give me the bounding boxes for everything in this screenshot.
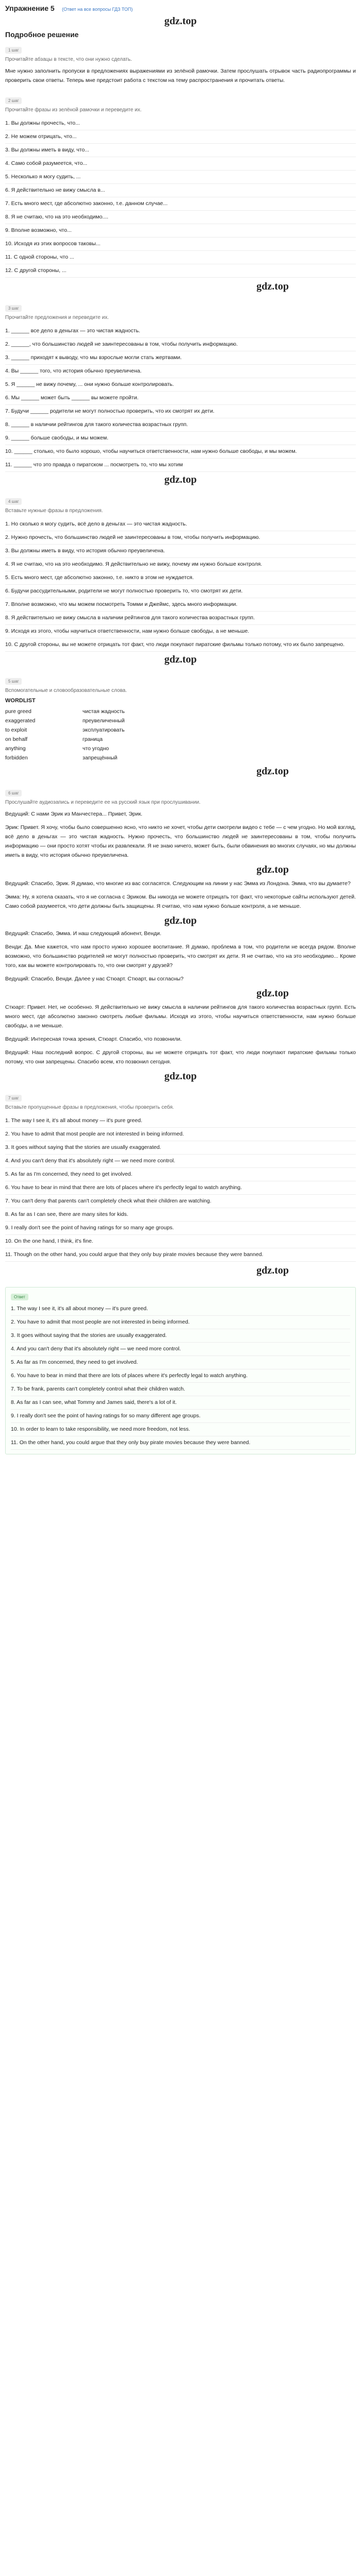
list-item: 6. You have to bear in mind that there are lots of places where it's perfectly legal to watch anything. [5, 1181, 356, 1195]
step-6 [5, 788, 356, 1082]
word-ru: что угодно [83, 745, 109, 752]
list-item: 10. С другой стороны, вы не можете отрицать тот факт, что люди покупают пиратские фильмы только потому, что их было запрещено. [5, 638, 356, 652]
step-title: Прочитайте фразы из зелёной рамочки и переведите их. [5, 107, 142, 113]
list-item: 10. Исходя из этих вопросов таковы... [5, 238, 356, 251]
word-ru: граница [83, 736, 103, 742]
list-item: 10. ______ столько, что было хорошо, чтобы научиться ответственности, нам нужно больше свободы, и мы можем. [5, 445, 356, 459]
step-badge: 7 шаг [5, 1095, 22, 1101]
list-item: 3. Вы должны иметь в виду, что... [5, 144, 356, 157]
word-ru: преувеличенный [83, 718, 125, 724]
list-item: 7. Будучи ______ родители не могут полностью проверить, что их смотрят их дети. [5, 405, 356, 418]
solution-title: Подробное решение [5, 30, 79, 39]
list-item: 11. Though on the other hand, you could argue that they only buy pirate movies because they were banned. [5, 1248, 356, 1262]
step-4 [5, 496, 356, 666]
watermark: gdz.top [256, 766, 289, 777]
word-en: on behalf [5, 736, 28, 742]
step-2 [5, 95, 356, 293]
transcript-paragraph: Эрик: Привет. Я хочу, чтобы было совершенно ясно, что никто не хочет, чтобы дети смотрели видео с тебе — с чем угодно. Но мой взгляд, всё дело в деньгах — это чистая жадность. Нужно прочесть, что большинство людей не заинтересованы в том, чтобы получить информацию — они просто хотят чтобы их развлекали. Я не знаю ничего, может быть, были обвинения во многих случаях, но мы должны иметь в виду, что история обычно преувеличена. [5, 824, 356, 858]
answer-section [5, 1287, 356, 1454]
list-item: 5. Есть много мест, где абсолютно законно, т.е. никто в этом не нуждается. [5, 571, 356, 585]
step-badge: 5 шаг [5, 678, 22, 685]
list-item: 8. Я действительно не вижу смысла в наличии рейтингов для такого количества возрастных групп. [5, 612, 356, 625]
list-item: 5. As far as I'm concerned, they need to get involved. [5, 1168, 356, 1181]
wordlist [5, 707, 356, 762]
step-7 [5, 1093, 356, 1277]
answer-item: 11. On the other hand, you could argue that they only buy pirate movies because they were banned. [11, 1436, 350, 1450]
transcript-paragraph: Стюарт: Привет. Нет, не особенно. Я действительно не вижу смысла в наличии рейтингов для такого количества возрастных групп. Есть много мест, где абсолютно законно смотреть любые фильмы. Исходя из этого, чтобы научиться ответственности, нам нужно больше свободы, а не меньше. [5, 1004, 356, 1029]
watermark: gdz.top [256, 988, 289, 999]
transcript-paragraph: Ведущий: Наш последний вопрос. С другой стороны, вы не можете отрицать тот факт, что люди покупают пиратские фильмы только потому, что они запрещены. Спасибо всем, кто позвонил сегодня. [5, 1049, 356, 1065]
step-text: Мне нужно заполнить пропуски в предложениях выражениями из зелёной рамочки. Затем прослушать отрывок часть радиопрограммы и проверить свои ответы. Теперь мне предстоит работа с текстом на тему распространения и прочитать ответы. [5, 68, 356, 83]
wordlist-title: WORDLIST [5, 698, 36, 704]
answer-item: 6. You have to bear in mind that there are lots of places where it's perfectly legal to watch anything. [11, 1369, 350, 1383]
list-item: 4. Вы ______ того, что история обычно преувеличена. [5, 365, 356, 378]
list-item: 1. The way I see it, it's all about money — it's pure greed. [5, 1114, 356, 1128]
list-item: 2. Не можем отрицать, что... [5, 130, 356, 144]
word-row [5, 707, 356, 716]
list-item: 2. ______, что большинство людей не заинтересованы в том, чтобы получить информацию. [5, 338, 356, 351]
answer-item: 9. I really don't see the point of having ratings for so many different age groups. [11, 1410, 350, 1423]
answer-item: 5. As far as I'm concerned, they need to get involved. [11, 1356, 350, 1369]
list-item: 9. I really don't see the point of having ratings for so many age groups. [5, 1222, 356, 1235]
list-item: 9. Вполне возможно, что... [5, 224, 356, 238]
list-item: 2. Нужно прочесть, что большинство людей не заинтересованы в том, чтобы получить информацию. [5, 531, 356, 545]
step-title: Прослушайте аудиозапись и переведите ее на русский язык при прослушивании. [5, 800, 201, 805]
list-item: 1. Вы должны прочесть, что... [5, 117, 356, 130]
word-en: to exploit [5, 727, 27, 733]
step-title: Прочитайте абзацы в тексте, что они нужно сделать. [5, 57, 132, 62]
step-title: Вспомогательные и словообразовательные слова. [5, 688, 127, 693]
step-3 [5, 303, 356, 486]
step-5 [5, 676, 356, 777]
list-item: 7. Есть много мест, где абсолютно законно, т.е. данном случае... [5, 197, 356, 211]
list [5, 325, 356, 472]
word-row [5, 735, 356, 744]
step-title: Прочитайте предложения и переведите их. [5, 315, 109, 320]
step-badge: 3 шаг [5, 305, 22, 312]
list-item: 8. Я не считаю, что на это необходимо.... [5, 211, 356, 224]
answer-item: 1. The way I see it, it's all about money — it's pure greed. [11, 1302, 350, 1316]
list-item: 1. Но сколько я могу судить, всё дело в деньгах — это чистая жадность. [5, 518, 356, 531]
transcript-paragraph: Ведущий: Спасибо, Венди. Далее у нас Стюарт. Стюарт, вы согласны? [5, 976, 184, 982]
step-badge: 1 шаг [5, 47, 22, 54]
watermark: gdz.top [256, 281, 289, 292]
list-item: 11. С одной стороны, что ... [5, 251, 356, 264]
word-en: anything [5, 745, 26, 752]
step-title: Вставьте пропущенные фразы в предложения, чтобы проверить себя. [5, 1105, 174, 1110]
list-item: 9. Исходя из этого, чтобы научиться ответственности, нам нужно больше свободы, а не меньше. [5, 625, 356, 638]
list-item: 6. Мы ______ может быть ______ вы можете пройти. [5, 392, 356, 405]
list-item: 8. ______ в наличии рейтингов для такого количества возрастных групп. [5, 418, 356, 432]
list-item: 11. ______ что это правда о пиратском ... посмотреть то, что мы хотим [5, 459, 356, 472]
step-1 [5, 45, 356, 85]
transcript-paragraph: Эмма: Ну, я хотела сказать, что я не согласна с Эриком. Вы никогда не можете отрицать тот факт, что некоторые сайты используют детей. Само собой разумеется, что дети должны быть защищены. Я считаю, что нам нужно больше контроля, а не меньше. [5, 894, 356, 909]
word-ru: эксплуатировать [83, 727, 125, 733]
list-item: 2. You have to admit that most people are not interested in being informed. [5, 1128, 356, 1141]
list-item: 9. ______ больше свободы, и мы можем. [5, 432, 356, 445]
watermark: gdz.top [164, 654, 197, 665]
answer-item: 4. And you can't deny that it's absolutely right — we need more control. [11, 1343, 350, 1356]
word-row [5, 744, 356, 753]
header-note-link[interactable]: (Ответ на все вопросы ГДЗ ТОП) [62, 7, 133, 12]
watermark: gdz.top [164, 1071, 197, 1082]
word-ru: запрещённый [83, 755, 118, 761]
answer-box [5, 1287, 356, 1454]
list-item: 6. Будучи рассудительными, родители не могут полностью проверить то, что смотрят их дети. [5, 585, 356, 598]
word-row [5, 753, 356, 762]
watermark: gdz.top [164, 915, 197, 926]
watermark: gdz.top [256, 1265, 289, 1276]
list-item: 6. Я действительно не вижу смысла в... [5, 184, 356, 197]
exercise-title: Упражнение 5 [5, 4, 55, 12]
answer-item: 2. You have to admit that most people are not interested in being informed. [11, 1316, 350, 1329]
word-en: forbidden [5, 755, 28, 761]
list-item: 4. And you can't deny that it's absolutely right — we need more control. [5, 1155, 356, 1168]
header [0, 0, 361, 39]
list-item: 7. You can't deny that parents can't completely check what their children are watching. [5, 1195, 356, 1208]
list-item: 10. On the one hand, I think, it's fine. [5, 1235, 356, 1248]
list-item: 5. Несколько я могу судить, ... [5, 171, 356, 184]
word-row [5, 716, 356, 725]
list [5, 117, 356, 278]
answer-item: 7. To be frank, parents can't completely control what their children watch. [11, 1383, 350, 1396]
list-item: 3. It goes without saying that the stories are usually exaggerated. [5, 1141, 356, 1155]
list-item: 3. Вы должны иметь в виду, что история обычно преувеличена. [5, 545, 356, 558]
answer-item: 8. As far as I can see, what Tommy and James said, there's a lot of it. [11, 1396, 350, 1410]
step-badge: 4 шаг [5, 498, 22, 505]
list-item: 1. ______ все дело в деньгах — это чистая жадность. [5, 325, 356, 338]
answer-item: 10. In order to learn to take responsibility, we need more freedom, not less. [11, 1423, 350, 1436]
word-row [5, 725, 356, 735]
list-item: 12. С другой стороны, ... [5, 264, 356, 278]
list-item: 7. Вполне возможно, что мы можем посмотреть Томми и Джеймс, здесь много информации. [5, 598, 356, 612]
answer-item: 3. It goes without saying that the stories are usually exaggerated. [11, 1329, 350, 1343]
list-item: 4. Само собой разумеется, что... [5, 157, 356, 171]
step-badge: 2 шаг [5, 97, 22, 104]
transcript-paragraph: Ведущий: Спасибо, Эрик. Я думаю, что многие из вас согласятся. Следующим на линии у нас Эмма из Лондона. Эмма, что вы думаете? [5, 880, 351, 887]
transcript-paragraph: Венди: Да. Мне кажется, что нам просто нужно хорошее воспитание. Я думаю, проблема в том, что родители не всегда рядом. Вполне возможно, что большинство родителей не могут полностью проверить, что смотрят их дети. Я не считаю, что на это необходимо... Кроме того, как вы можете контролировать то, что они смотрят у друзей? [5, 944, 356, 969]
watermark: gdz.top [164, 474, 197, 485]
transcript-paragraph: Ведущий: С нами Эрик из Манчестера... Привет, Эрик. [5, 811, 143, 817]
step-title: Вставьте нужные фразы в предложения. [5, 508, 103, 514]
list-item: 4. Я не считаю, что на это необходимо. Я действительно не вижу, почему им нужно больше контроля. [5, 558, 356, 571]
step-badge: 6 шаг [5, 790, 22, 796]
word-ru: чистая жадность [83, 708, 125, 715]
transcript-paragraph: Ведущий: Интересная точка зрения, Стюарт. Спасибо, что позвонили. [5, 1036, 182, 1042]
list-item: 5. Я ______ не вижу почему, ... они нужно больше контролировать. [5, 378, 356, 392]
answer-badge: Ответ [11, 1294, 28, 1300]
word-en: exaggerated [5, 718, 36, 724]
word-en: pure greed [5, 708, 31, 715]
list-item: 8. As far as I can see, there are many sites for kids. [5, 1208, 356, 1222]
watermark: gdz.top [164, 15, 197, 27]
watermark: gdz.top [256, 864, 289, 875]
list [5, 518, 356, 652]
list-item: 3. ______ приходят к выводу, что мы взрослые могли стать жертвами. [5, 351, 356, 365]
transcript-paragraph: Ведущий: Спасибо, Эмма. И наш следующий абонент, Венди. [5, 930, 161, 937]
list [5, 1114, 356, 1262]
